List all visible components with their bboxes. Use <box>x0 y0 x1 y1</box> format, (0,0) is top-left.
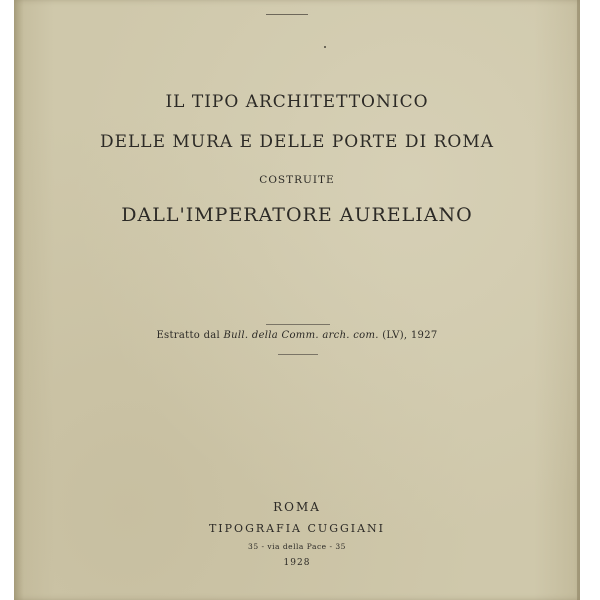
paper-speck <box>324 46 326 48</box>
cover-page <box>14 0 580 600</box>
extract-prefix: Estratto dal <box>156 330 221 341</box>
rule-above-extract <box>266 324 330 325</box>
title-line-2: DELLE MURA E DELLE PORTE DI ROMA <box>99 132 495 152</box>
imprint-year: 1928 <box>283 558 311 568</box>
rule-below-extract <box>278 354 318 355</box>
title-line-1: IL TIPO ARCHITETTONICO <box>165 92 429 112</box>
extract-suffix: (LV), 1927 <box>382 330 438 341</box>
title-line-3: COSTRUITE <box>259 174 335 186</box>
extract-journal: Bull. della Comm. arch. com. <box>223 330 379 341</box>
imprint-printer: TIPOGRAFIA CUGGIANI <box>208 522 386 535</box>
imprint-address: 35 - via della Pace - 35 <box>248 542 346 551</box>
imprint-city: ROMA <box>273 500 321 514</box>
extract-note <box>14 330 580 341</box>
top-ornament-rule <box>266 14 308 15</box>
title-line-4: DALL'IMPERATORE AURELIANO <box>121 204 473 226</box>
